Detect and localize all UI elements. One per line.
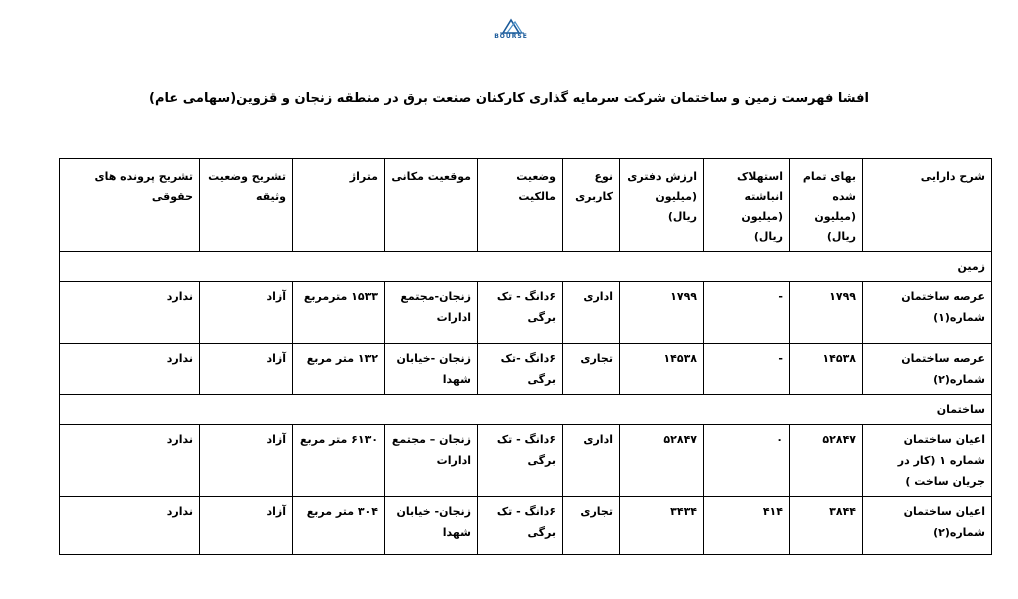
cell-ownership: ۶دانگ - تک برگی: [478, 282, 563, 344]
cell-description: عرصه ساختمان شماره(۲): [863, 344, 992, 395]
cell-book-value: ۱۷۹۹: [620, 282, 704, 344]
logo-subline: [486, 40, 536, 44]
table-row: [60, 425, 992, 497]
cell-book-value: ۳۴۳۴: [620, 497, 704, 555]
logo-wordmark: BOURSE: [494, 33, 528, 40]
header-location: موقعیت مکانی: [385, 159, 478, 252]
cell-depreciation: -: [704, 344, 790, 395]
cell-area: ۳۰۴ متر مربع: [293, 497, 385, 555]
cell-cost: ۱۷۹۹: [790, 282, 863, 344]
cell-legal: ندارد: [60, 425, 200, 497]
assets-table: [59, 158, 992, 555]
cell-legal: ندارد: [60, 344, 200, 395]
cell-usage: تجاری: [563, 344, 620, 395]
header-area: متراژ: [293, 159, 385, 252]
header-cost: بهای تمام شده (میلیون ریال): [790, 159, 863, 252]
section-row-building: [60, 395, 992, 425]
cell-usage: تجاری: [563, 497, 620, 555]
table-row: [60, 497, 992, 555]
cell-description: اعیان ساختمان شماره ۱ (کار در جریان ساخت ): [863, 425, 992, 497]
header-usage: نوع کاربری: [563, 159, 620, 252]
cell-location: زنجان – مجتمع ادارات: [385, 425, 478, 497]
section-label-building: ساختمان: [60, 395, 992, 425]
cell-usage: اداری: [563, 282, 620, 344]
bourse-logo: [486, 18, 536, 46]
cell-location: زنجان -خیابان شهدا: [385, 344, 478, 395]
cell-location: زنجان-مجتمع ادارات: [385, 282, 478, 344]
cell-collateral: آزاد: [200, 425, 293, 497]
cell-area: ۶۱۳۰ متر مربع: [293, 425, 385, 497]
cell-cost: ۳۸۴۴: [790, 497, 863, 555]
cell-location: زنجان- خیابان شهدا: [385, 497, 478, 555]
cell-ownership: ۶دانگ - تک برگی: [478, 497, 563, 555]
header-depreciation: استهلاک انباشته (میلیون ریال): [704, 159, 790, 252]
table-row: [60, 282, 992, 344]
cell-cost: ۵۲۸۴۷: [790, 425, 863, 497]
section-row-land: [60, 252, 992, 282]
cell-collateral: آزاد: [200, 497, 293, 555]
cell-description: اعیان ساختمان شماره(۲): [863, 497, 992, 555]
cell-ownership: ۶دانگ -تک برگی: [478, 344, 563, 395]
cell-usage: اداری: [563, 425, 620, 497]
header-collateral: تشریح وضعیت وثیقه: [200, 159, 293, 252]
cell-description: عرصه ساختمان شماره(۱): [863, 282, 992, 344]
cell-book-value: ۱۴۵۳۸: [620, 344, 704, 395]
cell-area: ۱۳۲ متر مربع: [293, 344, 385, 395]
header-book-value: ارزش دفتری (میلیون ریال): [620, 159, 704, 252]
cell-depreciation: ۴۱۴: [704, 497, 790, 555]
cell-collateral: آزاد: [200, 344, 293, 395]
logo-mark-icon: [486, 18, 536, 34]
cell-area: ۱۵۳۳ مترمربع: [293, 282, 385, 344]
cell-book-value: ۵۲۸۴۷: [620, 425, 704, 497]
cell-ownership: ۶دانگ - تک برگی: [478, 425, 563, 497]
header-description: شرح دارایی: [863, 159, 992, 252]
cell-legal: ندارد: [60, 497, 200, 555]
header-ownership: وضعیت مالکیت: [478, 159, 563, 252]
cell-cost: ۱۴۵۳۸: [790, 344, 863, 395]
cell-depreciation: -: [704, 282, 790, 344]
page-title: افشا فهرست زمین و ساختمان شرکت سرمایه گذاری کارکنان صنعت برق در منطقه زنجان و قزوین(سهامی عام): [149, 91, 869, 106]
table-header-row: [60, 159, 992, 252]
cell-depreciation: ۰: [704, 425, 790, 497]
header-legal: تشریح پرونده های حقوقی: [60, 159, 200, 252]
cell-legal: ندارد: [60, 282, 200, 344]
cell-collateral: آزاد: [200, 282, 293, 344]
section-label-land: زمین: [60, 252, 992, 282]
table-row: [60, 344, 992, 395]
